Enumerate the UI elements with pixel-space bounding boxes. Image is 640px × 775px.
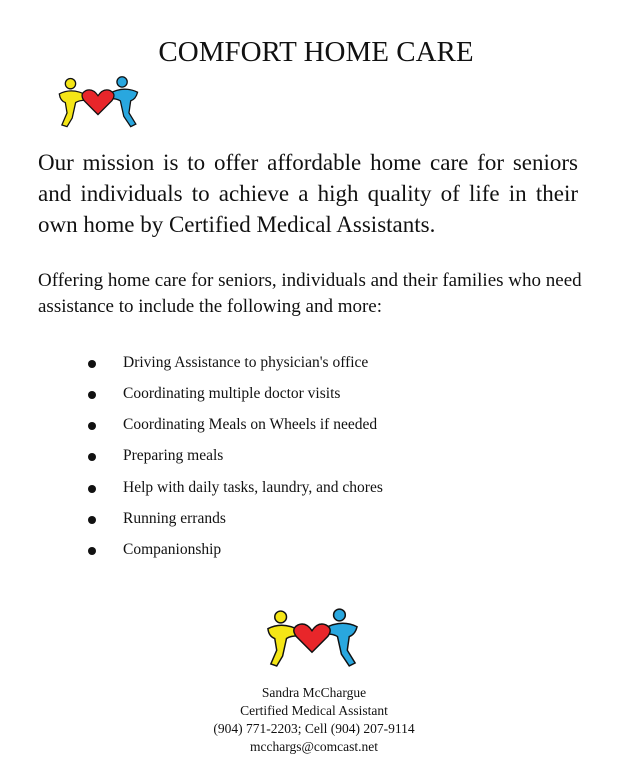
bullet-icon bbox=[88, 422, 96, 430]
list-item bbox=[88, 350, 383, 381]
people-heart-logo-icon bbox=[55, 75, 141, 131]
bullet-icon bbox=[88, 516, 96, 524]
service-label: Preparing meals bbox=[123, 447, 224, 464]
contact-name: Sandra McChargue bbox=[261, 685, 367, 700]
mission-statement: Our mission is to offer affordable home care for seniors and individuals to achieve a high quality of life in their own home by Certified Medical Assistants. bbox=[38, 150, 578, 237]
offering-text: Offering home care for seniors, individuals and their families who need assistance to include the following and more: bbox=[38, 270, 582, 317]
list-item bbox=[88, 537, 383, 568]
contact-phones: (904) 771-2203; Cell (904) 207-9114 bbox=[213, 721, 415, 736]
service-label: Help with daily tasks, laundry, and chores bbox=[123, 479, 383, 496]
bullet-icon bbox=[88, 391, 96, 399]
list-item bbox=[88, 475, 383, 506]
service-label: Running errands bbox=[123, 510, 226, 527]
services-list bbox=[88, 350, 383, 568]
contact-block bbox=[0, 684, 628, 756]
contact-email[interactable]: mcchargs@comcast.net bbox=[249, 739, 378, 754]
service-label: Companionship bbox=[123, 541, 222, 558]
list-item bbox=[88, 506, 383, 537]
service-label: Coordinating multiple doctor visits bbox=[123, 385, 341, 402]
bullet-icon bbox=[88, 360, 96, 368]
contact-title: Certified Medical Assistant bbox=[240, 703, 388, 718]
list-item bbox=[88, 412, 383, 443]
list-item bbox=[88, 443, 383, 475]
service-label: Coordinating Meals on Wheels if needed bbox=[123, 416, 378, 433]
people-heart-logo-icon bbox=[263, 607, 361, 671]
service-label: Driving Assistance to physician's office bbox=[123, 354, 369, 371]
bullet-icon bbox=[88, 485, 96, 493]
bullet-icon bbox=[88, 547, 96, 555]
list-item bbox=[88, 381, 383, 412]
bullet-icon bbox=[88, 453, 96, 461]
page-title: COMFORT HOME CARE bbox=[158, 36, 474, 68]
